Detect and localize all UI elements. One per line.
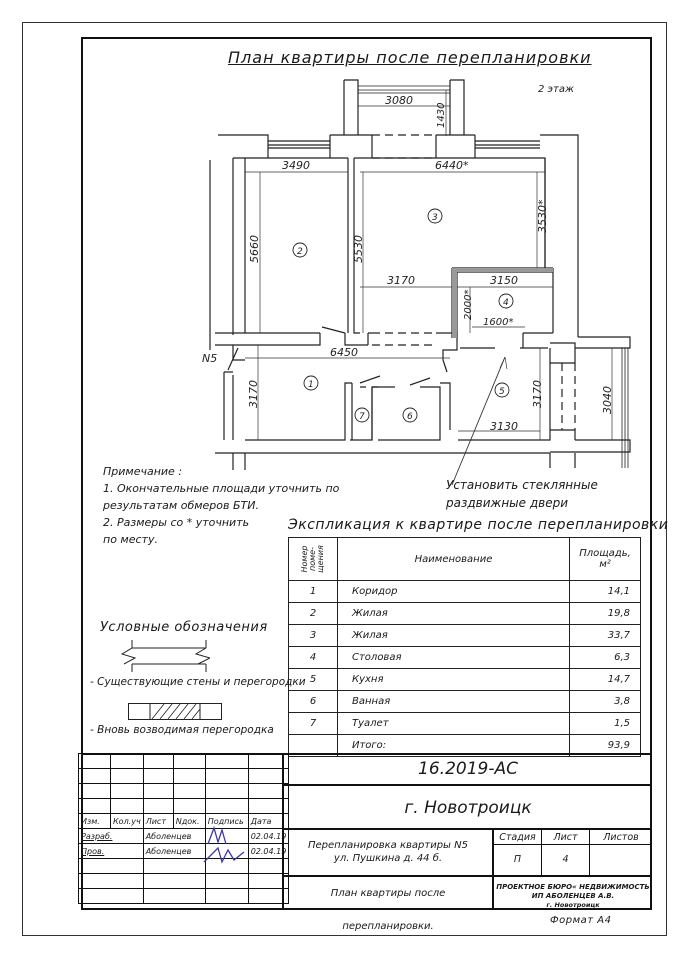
dim-6450: 6450 [330,346,358,359]
header-name: Наименование [338,538,570,581]
apartment-label: N5 [202,352,218,365]
notes-heading: Примечание : [103,465,183,478]
explication-title: Экспликация к квартире после перепланировки [288,517,669,533]
dim-3130: 3130 [490,420,518,433]
dim-3490: 3490 [282,159,310,172]
new-partition [452,268,457,338]
dim-3080: 3080 [385,94,413,107]
sheets-label: Листов [590,830,652,845]
header-area: Площадь, м² [570,538,641,581]
stage-label: Стадия [494,830,542,845]
note-line: 2. Размеры со * уточнить [103,516,250,529]
revision-header-row: Изм. Кол.уч Лист Nдок. Подпись Дата [79,814,289,829]
wall [344,80,358,135]
city: г. Новотроицк [282,786,652,830]
explication-header-row [289,538,641,581]
floor-label: 2 этаж [538,84,574,95]
note-line: 1. Окончательные площади уточнить по [103,482,340,495]
project-line: ул. Пушкина д. 44 б. [333,853,443,864]
document-code: 16.2019-АС [282,753,652,786]
sliding-doors-callout [446,476,598,512]
new-partition [452,268,553,272]
dim-3530: 3530* [536,199,549,233]
sheet-info [494,830,652,877]
room-marker-6: 6 [407,412,413,422]
dim-3150: 3150 [490,274,518,287]
room-marker-7: 7 [359,412,365,422]
room-marker-5: 5 [499,387,505,397]
table-row: 6 Ванная 3,8 [289,691,641,713]
room-marker-3: 3 [432,213,438,223]
dim-3170-room1: 3170 [247,380,260,408]
callout-line: раздвижные двери [446,496,569,510]
note-line: по месту. [103,533,158,546]
room-marker-1: 1 [308,380,314,390]
dim-6440: 6440* [435,159,469,172]
dim-5660: 5660 [248,235,261,263]
project-name [282,830,494,877]
revision-table [78,753,289,904]
organization [494,877,652,910]
table-row: 2 Жилая 19,8 [289,603,641,625]
signature [200,822,248,868]
total-row: Итого: 93,9 [289,735,641,757]
table-row: 7 Туалет 1,5 [289,713,641,735]
table-row: 1 Коридор 14,1 [289,581,641,603]
room-marker-2: 2 [297,247,303,257]
sheet-value: 4 [542,845,590,875]
dim-2000: 2000* [463,289,474,320]
header-number: Номер поме- щения [289,538,338,581]
dim-3040: 3040 [601,386,614,414]
sheets-value [590,845,652,875]
callout-line: Установить стеклянные [446,478,598,492]
checker-row: Пров. Аболенцев 02.04.19 [79,844,289,859]
legend-new-partition: - Вновь возводимая перегородка [90,724,274,736]
org-line: ИП АБОЛЕНЦЕВ А.В. [531,892,615,900]
table-row: 5 Кухня 14,7 [289,669,641,691]
dim-1430: 1430 [436,102,447,128]
wall [450,80,464,135]
dim-3170-room5: 3170 [531,380,544,408]
dim-5530: 5530 [352,235,365,263]
project-line: Перепланировка квартиры N5 [308,840,468,851]
drawing-name: План квартиры после перепланировки. [282,877,494,910]
room-marker-4: 4 [503,298,509,308]
dim-1600: 1600* [483,317,514,328]
table-row: 4 Столовая 6,3 [289,647,641,669]
drawing-title: План квартиры после перепланировки [228,48,592,67]
legend-existing-walls: - Существующие стены и перегородки [90,676,306,688]
note-line: результатам обмеров БТИ. [103,499,259,512]
dim-3170-room3: 3170 [387,274,415,287]
sheet-label: Лист [542,830,590,845]
paper-format: Формат А4 [550,915,612,926]
existing-wall-symbol [110,640,210,672]
new-partition-symbol [128,703,224,721]
legend-title: Условные обозначения [100,620,268,635]
explication-table [288,537,641,757]
developer-row: Разраб. Аболенцев 02.04.19 [79,829,289,844]
stage-value: П [494,845,542,875]
table-row: 3 Жилая 33,7 [289,625,641,647]
org-line: ПРОЕКТНОЕ БЮРО« НЕДВИЖИМОСТЬ [496,883,650,891]
notes [103,463,339,548]
org-line: г. Новотроицк [546,901,600,909]
